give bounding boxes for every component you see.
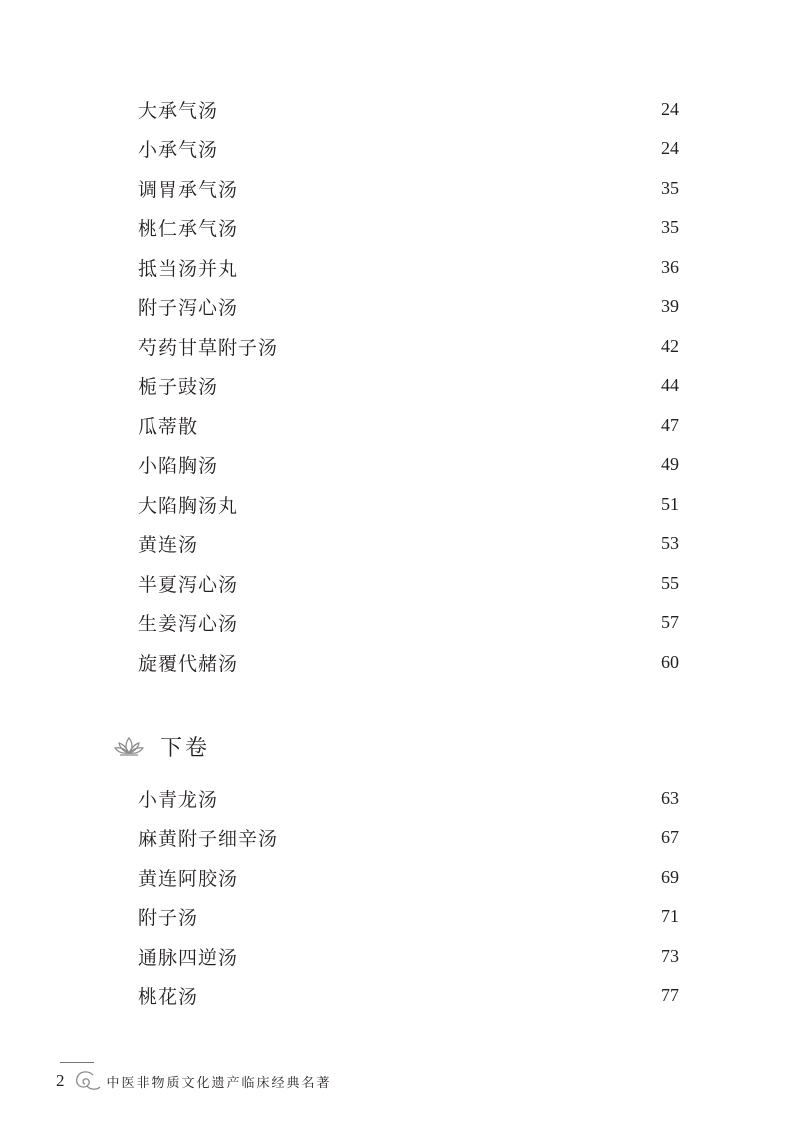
dot-leader — [208, 410, 643, 440]
toc-entry[interactable] — [138, 331, 679, 361]
toc-entry-title: 小陷胸汤 — [138, 455, 219, 477]
toc-entry-page-number: 63 — [661, 787, 679, 808]
toc-entry-page-number: 57 — [661, 612, 679, 632]
toc-entry-page-number: 35 — [661, 217, 679, 237]
toc-entry-page-number: 36 — [661, 256, 679, 277]
toc-entry[interactable] — [138, 608, 679, 638]
dot-leader — [248, 213, 643, 243]
toc-entry[interactable] — [138, 173, 679, 203]
toc-entry-title: 瓜蒂散 — [138, 415, 199, 438]
toc-entry-page-number: 73 — [661, 945, 679, 966]
toc-entry-title: 附子泻心汤 — [138, 297, 239, 319]
dot-leader — [248, 647, 643, 677]
toc-entry-title: 半夏泻心汤 — [138, 573, 239, 596]
toc-entry-title: 大陷胸汤丸 — [138, 494, 239, 517]
toc-entry-page-number: 60 — [661, 651, 679, 672]
toc-entry-page-number: 49 — [661, 454, 679, 474]
dot-leader — [248, 941, 643, 971]
toc-entry-title: 桃花汤 — [138, 986, 199, 1008]
toc-entry-page-number: 69 — [661, 866, 679, 887]
cloud-swirl-icon — [71, 1069, 101, 1093]
toc-entry-page-number: 71 — [661, 906, 679, 926]
toc-entry-title: 小青龙汤 — [138, 788, 219, 811]
toc-entry-title: 旋覆代赭汤 — [138, 652, 239, 675]
toc-entry-title: 黄连汤 — [138, 534, 199, 556]
toc-entry-title: 大承气汤 — [138, 99, 219, 122]
toc-entry-page-number: 77 — [661, 985, 679, 1005]
toc-entry[interactable] — [138, 823, 679, 853]
toc-entry[interactable] — [138, 213, 679, 243]
book-title: 中医非物质文化遗产临床经典名著 — [106, 1075, 332, 1091]
toc-entry-page-number: 39 — [661, 296, 679, 316]
lotus-icon — [114, 735, 144, 757]
dot-leader — [288, 331, 643, 361]
toc-entry[interactable] — [138, 862, 679, 892]
dot-leader — [228, 371, 643, 401]
toc-entry-page-number: 51 — [661, 493, 679, 514]
dot-leader — [248, 292, 643, 322]
toc-entry[interactable] — [138, 647, 679, 677]
toc-entry-page-number: 44 — [661, 375, 679, 395]
dot-leader — [248, 173, 643, 203]
toc-entry-title: 栀子豉汤 — [138, 376, 219, 398]
toc-entry[interactable] — [138, 981, 679, 1011]
toc-entry-page-number: 67 — [661, 827, 679, 847]
toc-entry[interactable] — [138, 568, 679, 598]
dot-leader — [288, 823, 643, 853]
dot-leader — [228, 450, 643, 480]
dot-leader — [248, 489, 643, 519]
section-title: 下卷 — [160, 735, 211, 761]
toc-entry-page-number: 47 — [661, 414, 679, 435]
dot-leader — [248, 568, 643, 598]
toc-entry-title: 黄连阿胶汤 — [138, 867, 239, 890]
toc-entry[interactable] — [138, 489, 679, 519]
dot-leader — [248, 252, 643, 282]
dot-leader — [248, 608, 643, 638]
toc-entry-title: 抵当汤并丸 — [138, 257, 239, 280]
toc-entry[interactable] — [138, 134, 679, 164]
page-number: 2 — [56, 1071, 65, 1090]
toc-entry-page-number: 24 — [661, 138, 679, 158]
toc-entry[interactable] — [138, 529, 679, 559]
toc-entry-title: 附子汤 — [138, 907, 199, 929]
toc-entry[interactable] — [138, 94, 679, 124]
toc-entry[interactable] — [138, 941, 679, 971]
toc-entry-title: 调胃承气汤 — [138, 178, 239, 201]
toc-entry[interactable] — [138, 371, 679, 401]
toc-entry-page-number: 53 — [661, 533, 679, 553]
dot-leader — [208, 981, 643, 1011]
toc-entry-title: 芍药甘草附子汤 — [138, 336, 279, 359]
toc-entry-page-number: 24 — [661, 98, 679, 119]
dot-leader — [228, 783, 643, 813]
toc-entry-title: 麻黄附子细辛汤 — [138, 828, 279, 850]
toc-entry-page-number: 42 — [661, 335, 679, 356]
footer-rule — [60, 1062, 94, 1063]
toc-entry[interactable] — [138, 292, 679, 322]
toc-entry-title: 小承气汤 — [138, 139, 219, 161]
toc-entry[interactable] — [138, 902, 679, 932]
dot-leader — [228, 134, 643, 164]
dot-leader — [208, 902, 643, 932]
toc-entry-title: 通脉四逆汤 — [138, 946, 239, 969]
toc-entry-title: 生姜泻心汤 — [138, 613, 239, 635]
dot-leader — [208, 529, 643, 559]
section-heading — [114, 728, 210, 764]
toc-entry-title: 桃仁承气汤 — [138, 218, 239, 240]
toc-entry-page-number: 35 — [661, 177, 679, 198]
toc-entry[interactable] — [138, 252, 679, 282]
dot-leader — [248, 862, 643, 892]
toc-entry-page-number: 55 — [661, 572, 679, 593]
toc-entry[interactable] — [138, 783, 679, 813]
dot-leader — [228, 94, 643, 124]
page-footer — [56, 1068, 332, 1094]
toc-entry[interactable] — [138, 410, 679, 440]
toc-entry[interactable] — [138, 450, 679, 480]
